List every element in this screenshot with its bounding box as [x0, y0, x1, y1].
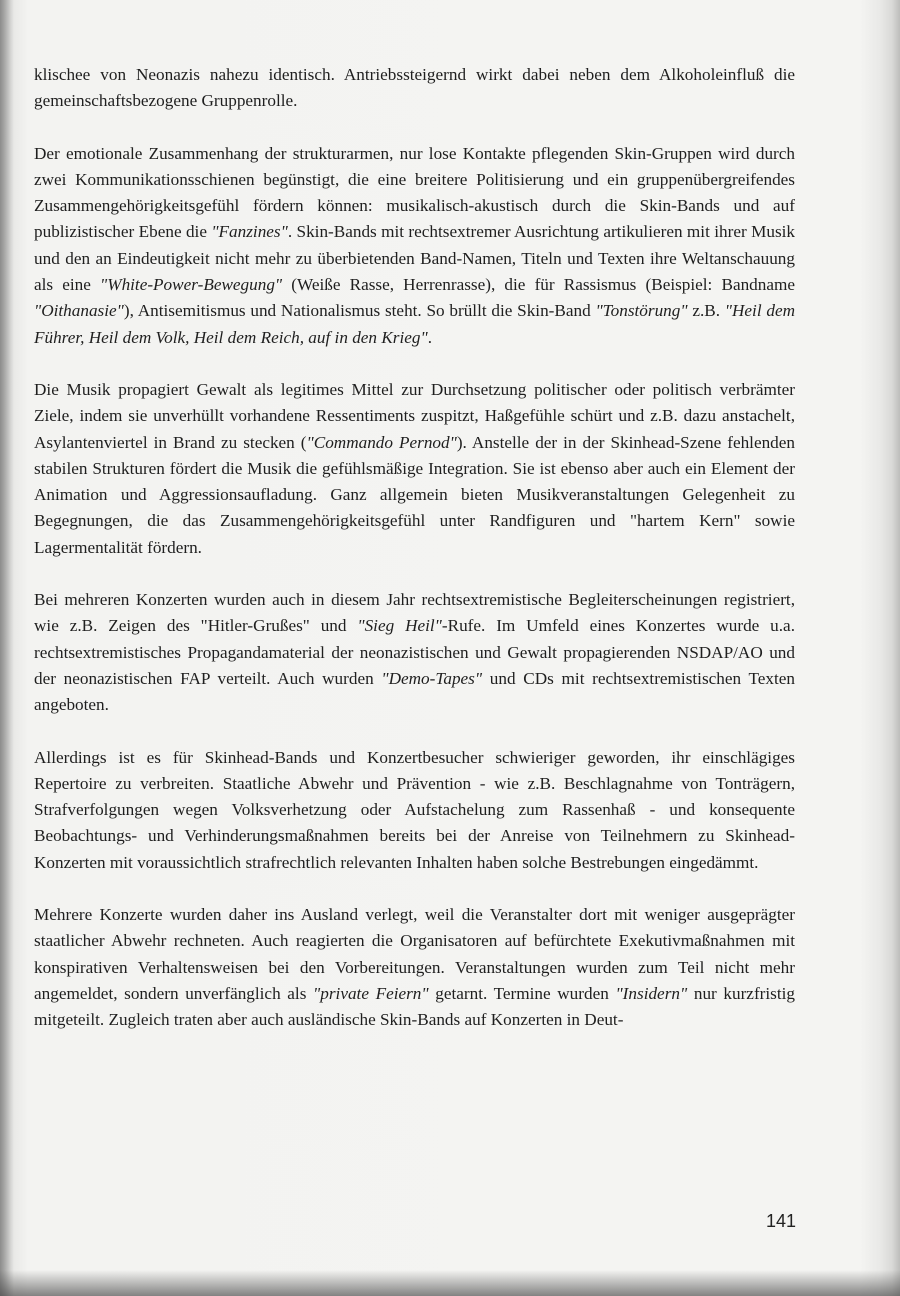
italic-quote: "Oithanasie" [34, 301, 124, 321]
italic-quote: "Tonstörung" [595, 301, 688, 321]
text-segment: Der emotionale Zusammenhang der strukturarmen, nur lose Kontakte pflegenden Skin-Gruppen wird durch zwei Kommunikationsschienen begünstigt, die eine breitere Politisierung und ein gruppenübergreifendes Zusammengehörigkeitsgefühl fördern können: musikalisch-akustisch durch die Skin-Bands und auf publizistischer Ebene die [34, 143, 795, 242]
page-number: 141 [765, 1211, 796, 1231]
text-segment: . Skin-Bands mit rechtsextremer Ausrichtung artikulieren mit ihrer Musik und den an Eindeutigkeit nicht mehr zu überbietenden Band-Namen, Titeln und Texten ihre Weltanschauung als eine [34, 222, 795, 295]
italic-quote: "Sieg Heil" [357, 616, 442, 636]
text-segment: ). Anstelle der in der Skinhead-Szene fehlenden stabilen Strukturen fördert die Musik die gefühlsmäßige Integration. Sie ist ebenso aber auch ein Element der Animation und Aggressionsaufladung. Ganz allgemein bieten Musikveranstaltungen Gelegenheit zu Begegnungen, die das Zusammengehörigkeitsgefühl unter Randfiguren und "hartem Kern" sowie Lagermentalität fördern. [34, 432, 795, 557]
text-segment: Mehrere Konzerte wurden daher ins Ausland verlegt, weil die Veranstalter dort mit weniger ausgeprägter staatlicher Abwehr rechneten. Auch reagierten die Organisatoren auf befürchtete Exekutivmaßnahmen mit konspirativen Verhaltensweisen bei den Vorbereitungen. Veranstaltungen wurden zum Teil nicht mehr angemeldet, sondern unverfänglich als [34, 905, 795, 1003]
paragraph [34, 62, 795, 115]
text-segment: -Rufe. Im Umfeld eines Konzertes wurde u.a. rechtsextremistisches Propagandamaterial der neonazistischen und Gewalt propagierenden NSDAP/AO und der neonazistischen FAP verteilt. Auch wurden [34, 616, 795, 688]
text-segment: klischee von Neonazis nahezu identisch. Antriebssteigernd wirkt dabei neben dem Alkoholeinfluß die gemeinschaftsbezogene Gruppenrolle. [34, 65, 795, 111]
text-segment: Bei mehreren Konzerten wurden auch in diesem Jahr rechtsextremistische Begleiterscheinungen registriert, wie z.B. Zeigen des "Hitler-Grußes" und [34, 590, 795, 636]
text-segment: ), Antisemitismus und Nationalismus steht. So brüllt die Skin-Band [123, 301, 596, 321]
italic-quote: "private Feiern" [313, 983, 429, 1003]
text-segment: und CDs mit rechtsextremistischen Texten angeboten. [34, 668, 795, 715]
italic-quote: "Demo-Tapes" [381, 668, 483, 688]
italic-quote: "Heil dem Führer, Heil dem Volk, Heil dem Reich, auf in den Krieg" [34, 301, 795, 347]
italic-quote: "White-Power-Bewegung" [100, 275, 283, 295]
bottom-shadow [0, 1270, 900, 1296]
paragraph [34, 902, 795, 1033]
paragraph [34, 141, 795, 351]
paragraph [34, 587, 795, 718]
binding-shadow [0, 0, 14, 1296]
italic-quote: "Commando Pernod" [306, 432, 457, 452]
text-segment: Allerdings ist es für Skinhead-Bands und Konzertbesucher schwieriger geworden, ihr einschlägiges Repertoire zu verbreiten. Staatliche Abwehr und Prävention - wie z.B. Beschlagnahme von Tonträgern, Strafverfolgungen wegen Volksverhetzung oder Aufstachelung zum Rassenhaß - und konsequente Beobachtungs- und Verhinderungsmaßnahmen bereits bei der Anreise von Teilnehmern zu Skinhead-Konzerten mit voraussichtlich strafrechtlich relevanten Inhalten haben solche Bestrebungen eingedämmt. [34, 747, 795, 872]
text-segment: getarnt. Termine wurden [428, 983, 616, 1003]
text-segment: z.B. [687, 301, 725, 321]
text-segment: Die Musik propagiert Gewalt als legitimes Mittel zur Durchsetzung politischer oder politisch verbrämter Ziele, indem sie unverhüllt vorhandene Ressentiments zuspitzt, Haßgefühle schürt und z.B. dazu anstachelt, Asylantenviertel in Brand zu stecken ( [34, 379, 795, 452]
text-segment: nur kurzfristig mitgeteilt. Zugleich traten aber auch ausländische Skin-Bands auf Konzerten in Deut- [34, 983, 795, 1030]
text-segment: (Weiße Rasse, Herrenrasse), die für Rassismus (Beispiel: Bandname [282, 275, 795, 295]
italic-quote: "Insidern" [615, 983, 688, 1003]
paragraph [34, 745, 795, 876]
body-text [34, 62, 795, 1034]
paragraph [34, 377, 795, 561]
italic-quote: "Fanzines" [211, 222, 288, 242]
text-segment: . [427, 327, 432, 347]
